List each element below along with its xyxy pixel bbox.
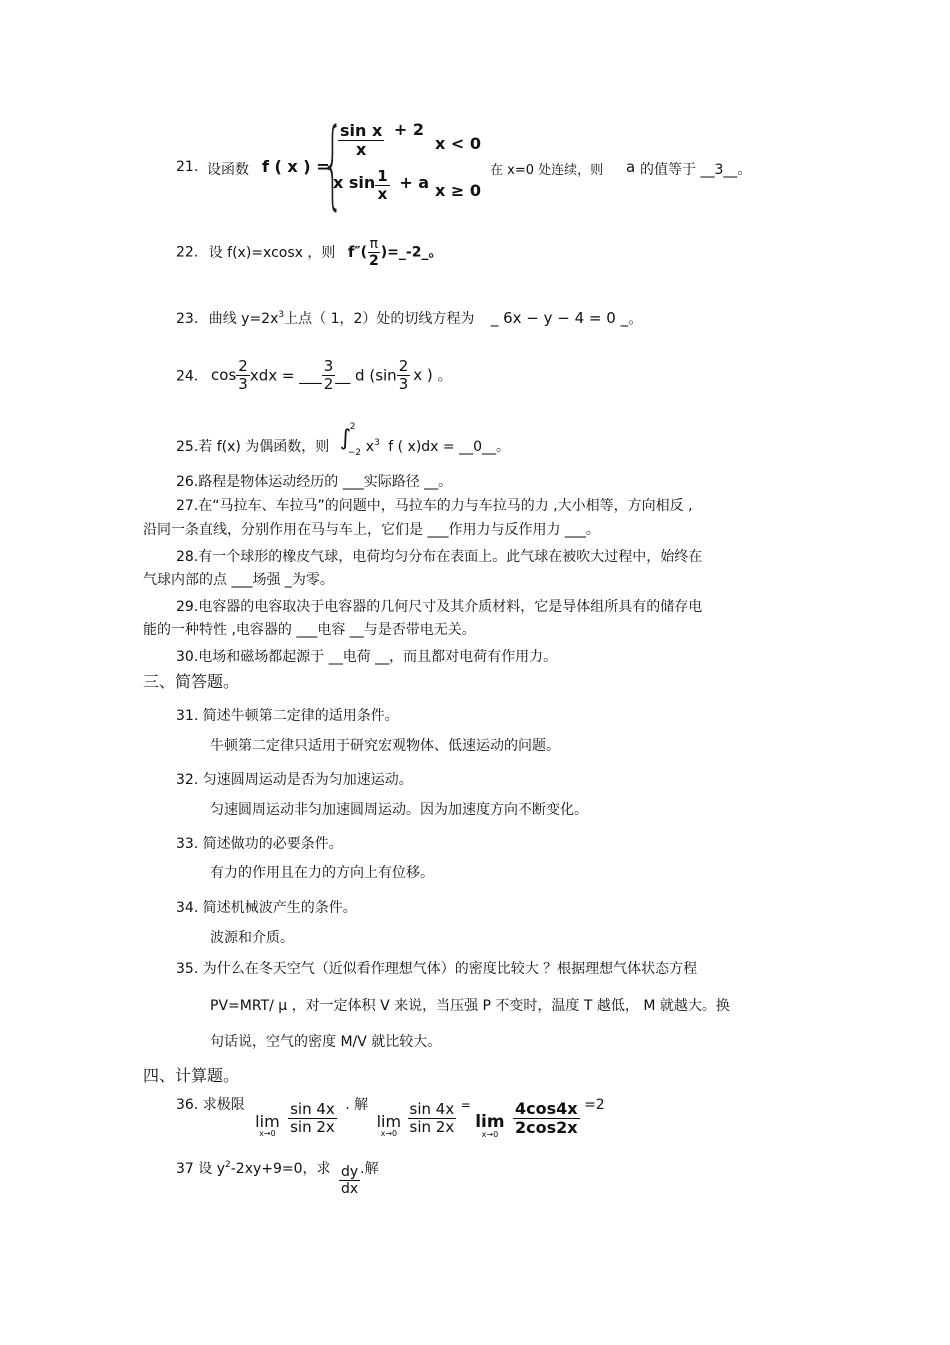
q21-number: 21. (176, 159, 199, 175)
q22-line: 22. 设 f(x)=xcosx ，则 f″( $\frac{\pi}{2}$ )=_-2_。 (176, 236, 443, 270)
q26: 26.路程是物体运动经历的 ___实际路径 __。 (176, 474, 453, 490)
q28-line1: 28.有一个球形的橡皮气球，电荷均匀分布在表面上。此气球在被吹大过程中，始终在 (176, 549, 703, 565)
q36-line: 36. 求极限 lim x→0 $\frac{\sin 4x}{\sin 2x}$ . 解 lim x→0 $\frac{\sin 4x}{\sin 2x}$ = lim x→0 $\frac{4\cos 4x}{2\cos 2x}$ =2 (176, 1096, 605, 1139)
q31-question: 31. 简述牛顿第二定律的适用条件。 (176, 708, 399, 724)
q31-answer: 牛顿第二定律只适用于研究宏观物体、低速运动的问题。 (210, 738, 560, 754)
q21-brace: { (322, 108, 344, 220)
q35-answer-line2: 句话说，空气的密度 M/V 就比较大。 (210, 1034, 442, 1050)
q21-answer: 的值等于 __3__。 (640, 162, 752, 178)
section-4-heading: 四、计算题。 (143, 1066, 240, 1085)
q21-case1: $\frac{\text{sin x}}{x}$ + 2 (340, 120, 424, 160)
q34-question: 34. 简述机械波产生的条件。 (176, 900, 357, 916)
q37-line: 37 设 $y^2-2xy+9=0$，求 $\frac{dy}{dx}$ .解 (176, 1159, 379, 1198)
q21-case2-cond: x ≥ 0 (435, 181, 481, 200)
q32-question: 32. 匀速圆周运动是否为匀加速运动。 (176, 772, 413, 788)
q25-line: 25.若 f(x) 为偶函数，则 ∫ 2 −2 x3 f ( x)dx = __0__。 (176, 422, 510, 458)
q21-condition-text: 在 x=0 处连续，则 (490, 163, 604, 178)
section-3-heading: 三、简答题。 (143, 672, 240, 691)
q32-answer: 匀速圆周运动非匀加速圆周运动。因为加速度方向不断变化。 (210, 802, 588, 818)
q34-answer: 波源和介质。 (210, 930, 294, 946)
q35-question: 35. 为什么在冬天空气（近似看作理想气体）的密度比较大 ？根据理想气体状态方程 (176, 961, 698, 977)
q21-case2: x sin $\frac{1}{x}$ + a (333, 167, 430, 204)
q33-question: 33. 简述做功的必要条件。 (176, 836, 343, 852)
integral-sign: ∫ (339, 426, 352, 451)
q35-answer-line1: PV=MRT/ μ ，对一定体积 V 来说，当压强 P 不变时，温度 T 越低， M 就越大。换 (210, 998, 730, 1014)
q23-line: 23. 曲线 $y=2x^3$上点（ 1，2）处的切线方程为 _ 6x − y − 4 = 0 _。 (176, 309, 644, 327)
q29-line1: 29.电容器的电容取决于电容器的几何尺寸及其介质材料，它是导体组所具有的储存电 (176, 599, 703, 615)
q29-line2: 能的一种特性 ,电容器的 ___电容 __与是否带电无关。 (143, 622, 476, 638)
q33-answer: 有力的作用且在力的方向上有位移。 (210, 865, 434, 881)
q27-line1: 27.在“马拉车、车拉马”的问题中，马拉车的力与车拉马的力 ,大小相等，方向相反 , (176, 498, 693, 514)
q28-line2: 气球内部的点 ___场强 _为零。 (143, 572, 334, 588)
q21-fx: f ( x ) = (262, 157, 330, 176)
q27-line2: 沿同一条直线，分别作用在马与车上，它们是 ___作用力与反作用力 ___。 (143, 522, 600, 538)
q21-var: a (626, 158, 636, 176)
q30: 30.电场和磁场都起源于 __电荷 __，而且都对电荷有作用力。 (176, 649, 558, 665)
q21-lead: 设函数 (207, 162, 249, 178)
q21-case1-cond: x < 0 (435, 134, 481, 153)
q24-line: 24. cos $\frac{2}{3}$ xdx = ___ $\frac{3}{2}$ __ d (sin $\frac{2}{3}$ x ) 。 (176, 357, 453, 394)
